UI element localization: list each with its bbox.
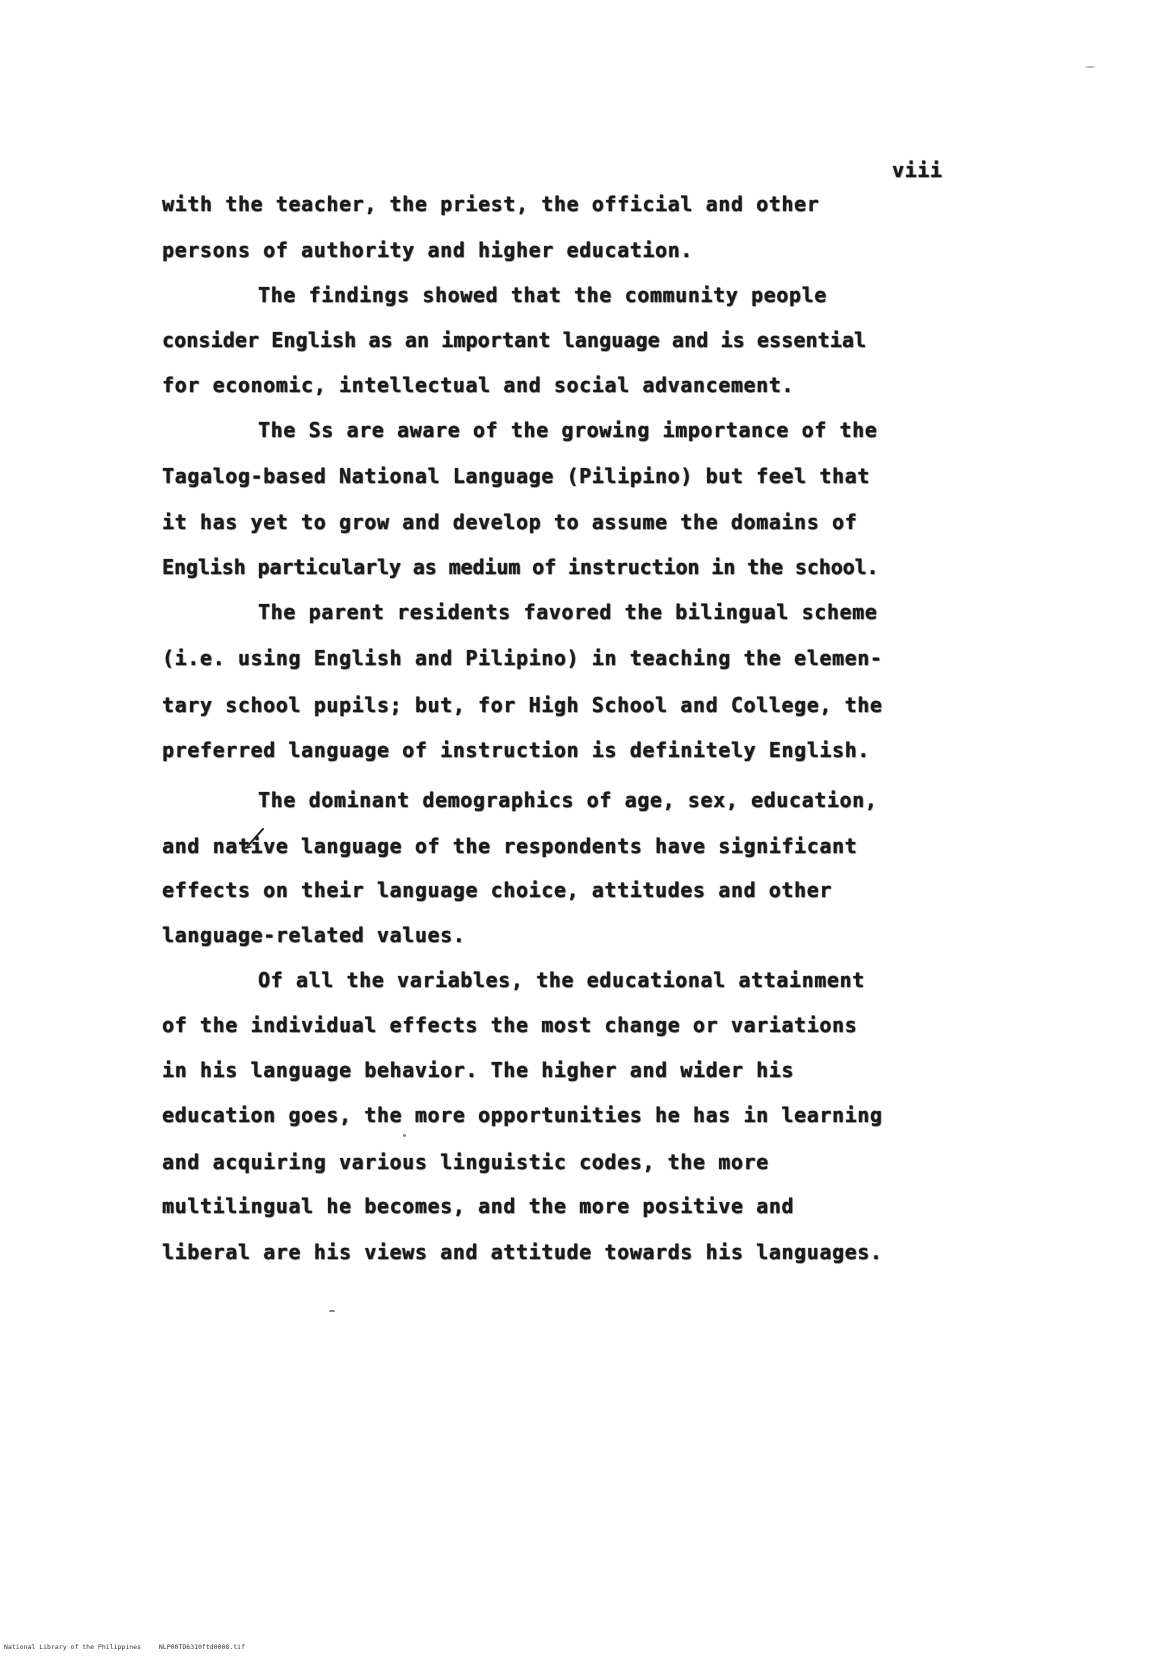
text-line: and native language of the respondents have significant bbox=[162, 834, 858, 858]
text-line: Tagalog-based National Language (Pilipino) but feel that bbox=[162, 464, 870, 488]
text-line: Of all the variables, the educational attainment bbox=[258, 968, 865, 992]
footer-filename: NLP00TD6310ftd0008.tif bbox=[158, 1643, 245, 1651]
text-line: preferred language of instruction is definitely English. bbox=[162, 738, 870, 762]
text-line: (i.e. using English and Pilipino) in teaching the elemen- bbox=[162, 646, 883, 670]
text-line: persons of authority and higher education. bbox=[162, 238, 693, 262]
text-line: language-related values. bbox=[162, 923, 466, 947]
text-line: The Ss are aware of the growing importance of the bbox=[258, 418, 878, 442]
text-line: for economic, intellectual and social advancement. bbox=[162, 373, 795, 397]
footer-library: National Library of the Philippines bbox=[4, 1643, 141, 1651]
text-line: multilingual he becomes, and the more positive and bbox=[162, 1194, 795, 1218]
text-line: it has yet to grow and develop to assume the domains of bbox=[162, 510, 858, 534]
text-line: effects on their language choice, attitudes and other bbox=[162, 878, 832, 902]
text-line: English particularly as medium of instruction in the school. bbox=[162, 555, 879, 579]
text-line: The findings showed that the community people bbox=[258, 283, 827, 307]
text-line: tary school pupils; but, for High School and College, the bbox=[162, 693, 883, 717]
scan-speck bbox=[403, 1134, 406, 1137]
text-line: liberal are his views and attitude towards his languages. bbox=[162, 1240, 883, 1264]
scan-footer bbox=[4, 1643, 245, 1651]
text-line: of the individual effects the most change or variations bbox=[162, 1013, 858, 1037]
text-line: education goes, the more opportunities he has in learning bbox=[162, 1103, 883, 1127]
scan-speck bbox=[329, 1310, 335, 1312]
text-line: with the teacher, the priest, the official and other bbox=[162, 192, 820, 216]
page-number: viii bbox=[892, 158, 943, 182]
scan-speck bbox=[1085, 66, 1095, 68]
text-line: The dominant demographics of age, sex, education, bbox=[258, 788, 878, 812]
text-line: in his language behavior. The higher and wider his bbox=[162, 1058, 795, 1082]
text-line: consider English as an important language and is essential bbox=[162, 328, 867, 352]
text-line: The parent residents favored the bilingual scheme bbox=[258, 600, 878, 624]
text-line: and acquiring various linguistic codes, the more bbox=[162, 1150, 769, 1174]
